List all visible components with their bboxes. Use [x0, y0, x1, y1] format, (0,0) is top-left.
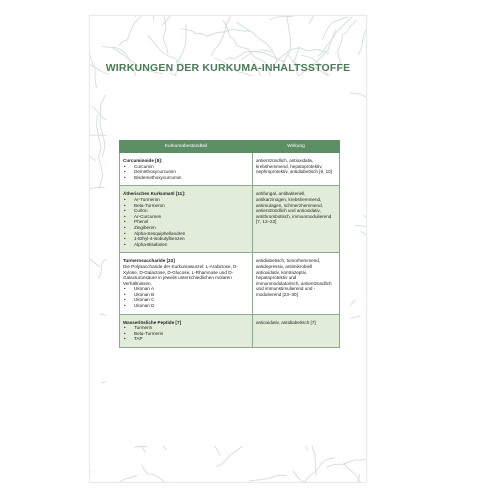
list-item: • Ar-Curcumen [123, 214, 249, 220]
component-list [123, 325, 249, 342]
effect-cell [253, 314, 340, 347]
table-row [120, 186, 340, 253]
effect-cell [253, 186, 340, 253]
list-item: • Alpha-Sesquiphellandren [123, 231, 249, 237]
list-item: • Phenol [123, 219, 249, 225]
page-title: WIRKUNGEN DER KURKUMA-INHALTSSTOFFE [105, 62, 351, 74]
list-item: • Alpha-Bisabolen [123, 242, 249, 248]
list-item: • Zingiberen [123, 225, 249, 231]
header-effect: Wirkung [253, 141, 340, 153]
effect-text: antifungal, antibakteriell, antikarzinogen, krebshemmend, antimutagen, schmerzhemmend, antientzündlich und antioxidativ, antithrombotisch, immunmodulierend [7, 12–22] [256, 191, 332, 225]
effect-text: antientzündlich, antioxidativ, krebshemmend, hepatoprotektiv, nephroprotektiv, antidiabetisch [9, 10] [256, 158, 333, 175]
list-item: • Ukonan C [123, 297, 249, 303]
header-component: Kurkumabestandteil [120, 141, 253, 153]
effect-cell [253, 253, 340, 314]
list-item: • Ukonan B [123, 292, 249, 298]
component-list [123, 164, 249, 181]
list-item: • Ukonan D [123, 303, 249, 309]
list-item: • Curlon [123, 208, 249, 214]
effects-table [119, 140, 340, 348]
component-heading: Curcuminoide [8]: [123, 158, 163, 163]
list-item: • Ar-Turmeron [123, 197, 249, 203]
list-item: • Beta-Turmerin [123, 331, 249, 337]
list-item: • Curcumin [123, 164, 249, 170]
component-heading: Wasserlösliche Peptide [7] [123, 319, 182, 325]
component-cell [120, 253, 253, 314]
component-cell [120, 186, 253, 253]
component-cell [120, 314, 253, 347]
component-list [123, 286, 249, 308]
list-item: • Beta-Turmeron [123, 203, 249, 209]
document-page [89, 15, 367, 483]
effect-text: antidiabetisch, tumorhemmend, antidepressiv, antimikrobiell antioxidativ, kontrazeptiv, hepatoprotektiv und immunmodulatorisch, antientzündlich und immunstimulierend und -modulierend [23–30] [256, 258, 332, 297]
list-item: • Demethoxycurcumin [123, 169, 249, 175]
table-row [120, 153, 340, 186]
list-item: • Turmerin [123, 325, 249, 331]
list-item: • TAP [123, 336, 249, 342]
component-description: Die Polysaccharide der Kurkumawurzel: L-Arabinose, D-Xylose, D-Galactose, D-Glucose, L-Rhamnose und D-Galacturonsäure in jeweils unterschiedlichen molaren Verhältnissen. [123, 263, 238, 286]
list-item: • Ukonan A [123, 286, 249, 292]
list-item: • Bisdemethoxycurcumin [123, 175, 249, 181]
component-heading: Turmerosaccharide [23] [123, 258, 175, 264]
effect-cell [253, 153, 340, 186]
table-row [120, 314, 340, 347]
component-list [123, 197, 249, 247]
list-item: • 1-Ethyl-4-isobutylbenzen [123, 236, 249, 242]
table-row [120, 253, 340, 314]
table-header-row [120, 141, 340, 153]
component-heading: Ätherisches Kurkumaöl [11]: [123, 191, 186, 197]
component-cell [120, 153, 253, 186]
effect-text: antioxidativ, antidiabetisch [7] [256, 319, 316, 325]
